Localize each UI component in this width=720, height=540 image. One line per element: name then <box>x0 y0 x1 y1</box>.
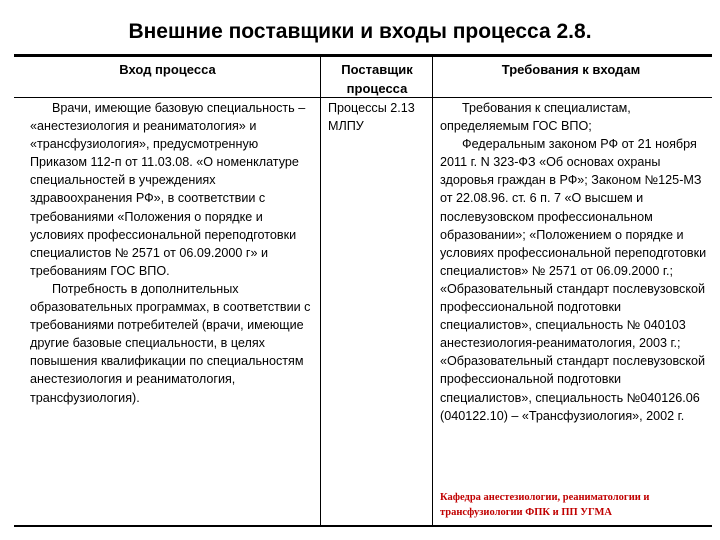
requirements-paragraph: Требования к специалистам, определяемым ГОС ВПО; <box>440 101 631 134</box>
input-paragraph: Врачи, имеющие базовую специальность – «анестезиология и реаниматология» и «трансфузиология», предусмотренную Приказом 112-п от 11.03.08. «О номенклатуре специальностей в учреждениях здравоохранения РФ», в соответствии с требованиями «Положения о порядке и условиях профессиональной переподготовки специалистов № 2571 от 06.09.2000 г» и требованиям ГОС ВПО. <box>30 101 306 278</box>
column-divider <box>320 57 321 526</box>
header-supplier: Поставщик процесса <box>341 62 413 96</box>
supplier-cell: Процессы 2.13 МЛПУ <box>328 101 415 134</box>
department-footer: Кафедра анестезиологии, реаниматологии и трансфузиологии ФПК и ПП УГМА <box>440 492 650 518</box>
input-cell <box>30 99 318 407</box>
slide-title: Внешние поставщики и входы процесса 2.8. <box>128 20 592 43</box>
table-top-border <box>14 54 712 57</box>
header-input: Вход процесса <box>119 62 216 77</box>
requirements-paragraph: Федеральным законом РФ от 21 ноября 2011 г. N 323-ФЗ «Об основах охраны здоровья граждан в РФ»; Законом №125-МЗ от 22.08.96. ст. 6 п. 7 «О высшем и послевузовском профессиональном образовании»; «Положением о порядке и условиях профессиональной переподготовки специалистов» № 2571 от 06.09.2000 г.; «Образовательный стандарт послевузовской профессиональной подготовки специалистов», специальность № 040103 анестезиология-реаниматология, 2003 г.; «Образовательный стандарт послевузовской профессиональной подготовки специалистов», специальность №040126.06 (040122.10) – «Трансфузиология», 2002 г. <box>440 137 707 423</box>
column-divider <box>432 57 433 526</box>
header-requirements: Требования к входам <box>501 62 641 77</box>
table-bottom-border <box>14 525 712 527</box>
requirements-cell <box>440 99 708 425</box>
input-paragraph: Потребность в дополнительных образовательных программах, в соответствии с требованиями потребителей (врачи, имеющие другие базовые специальности, в целях повышения квалификации по специальностям анестезиология и реаниматология, трансфузиология). <box>30 281 311 405</box>
